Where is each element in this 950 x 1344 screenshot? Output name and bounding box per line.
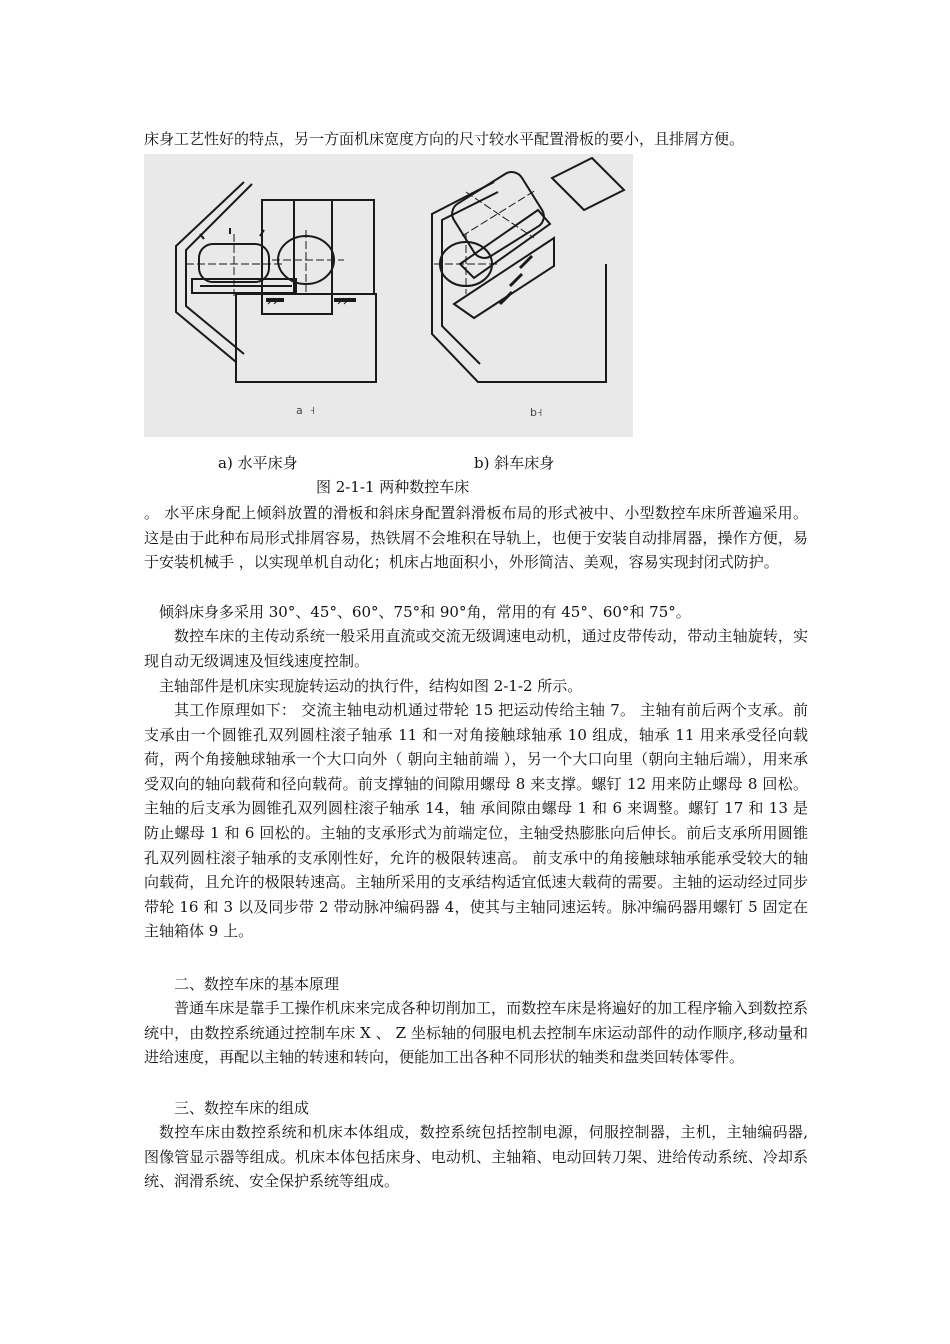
paragraph-5: 其工作原理如下： 交流主轴电动机通过带轮 15 把运动传给主轴 7。 主轴有前后两个支承。前支承由一个圆锥孔双列圆柱滚子轴承 11 和一对角接触球轴承 10 组成，轴承 11 用来承受径向载荷，两个角接触球轴承一个大口向外（ 朝向主轴前端 ），另一个大口向里（朝向主轴后端），用来承受双向的轴向载荷和径向载荷。前支撑轴的间隙用螺母 8 来支撑。螺钉 12 用来防止螺母 8 回松。主轴的后支承为圆锥孔双列圆柱滚子轴承 14，轴 承间隙由螺母 1 和 6 来调整。螺钉 17 和 13 是防止螺母 1 和 6 回松的。主轴的支承形式为前端定位，主轴受热膨胀向后伸长。前后支承所用圆锥孔双列圆柱滚子轴承的支承刚性好，允许的极限转速高。 前支承中的角接触球轴承能承受较大的轴向载荷，且允许的极限转速高。主轴所采用的支承结构适宜低速大载荷的需要。主轴的运动经过同步带轮 16 和 3 以及同步带 2 带动脉冲编码器 4，使其与主轴同速运转。脉冲编码器用螺钉 5 固定在主轴箱体 9 上。 — [144, 701, 808, 941]
heading-2: 二、数控车床的基本原理 — [174, 975, 340, 993]
caption-b: b) 斜车床身 — [474, 454, 555, 472]
lathe-diagram — [144, 154, 633, 437]
paragraph-1: 。 水平床身配上倾斜放置的滑板和斜床身配置斜滑板布局的形式被中、小型数控车床所普遍采用。这是由于此种布局形式排屑容易，热铁屑不会堆积在导轨上，也便于安装自动排屑器，操作方便，易于安装机械手 ，以实现单机自动化；机床占地面积小，外形简洁、美观，容易实现封闭式防护。 — [144, 504, 808, 572]
intro-line: 床身工艺性好的特点，另一方面机床宽度方向的尺寸较水平配置滑板的要小，且排屑方便。 — [144, 130, 745, 148]
b-turret — [448, 168, 549, 263]
paragraph-6: 普通车床是靠手工操作机床来完成各种切削加工，而数控车床是将遍好的加工程序输入到数控系统中，由数控系统通过控制车床 X 、 Z 坐标轴的伺服电机去控制车床运动部件的动作顺序,移动量和进给速度，再配以主轴的转速和转向，便能加工出各种不同形状的轴类和盘类回转体零件。 — [144, 999, 808, 1067]
b-bed — [454, 238, 554, 318]
a-outer-frame — [176, 182, 376, 382]
a-bed-box — [236, 294, 376, 382]
paragraph-4: 主轴部件是机床实现旋转运动的执行件，结构如图 2-1-2 所示。 — [159, 677, 583, 695]
heading-3: 三、数控车床的组成 — [174, 1099, 310, 1117]
caption-a: a) 水平床身 — [218, 454, 298, 472]
paragraph-2: 倾斜床身多采用 30°、45°、60°、75°和 90°角，常用的有 45°、60°和 75°。 — [159, 603, 691, 621]
b-top-panel — [552, 158, 624, 210]
a-headstock-box — [262, 200, 332, 314]
b-slant-slide — [460, 210, 550, 278]
figure-title: 图 2-1-1 两种数控车床 — [316, 478, 470, 496]
paragraph-3: 数控车床的主传动系统一般采用直流或交流无级调速电动机，通过皮带传动，带动主轴旋转，实现自动无级调速及恒线速度控制。 — [144, 627, 808, 670]
figure-b-img-label: b˧ — [530, 406, 543, 419]
paragraph-7: 数控车床由数控系统和机床本体组成，数控系统包括控制电源，伺服控制器，主机，主轴编码器,图像管显示器等组成。机床本体包括床身、电动机、主轴箱、电动回转刀架、进给传动系统、冷却系统、润滑系统、安全保护系统等组成。 — [144, 1123, 808, 1191]
b-inner-frame — [442, 192, 498, 364]
lathe-figure — [144, 154, 633, 437]
figure-a-img-label: a ˧ — [296, 404, 316, 417]
